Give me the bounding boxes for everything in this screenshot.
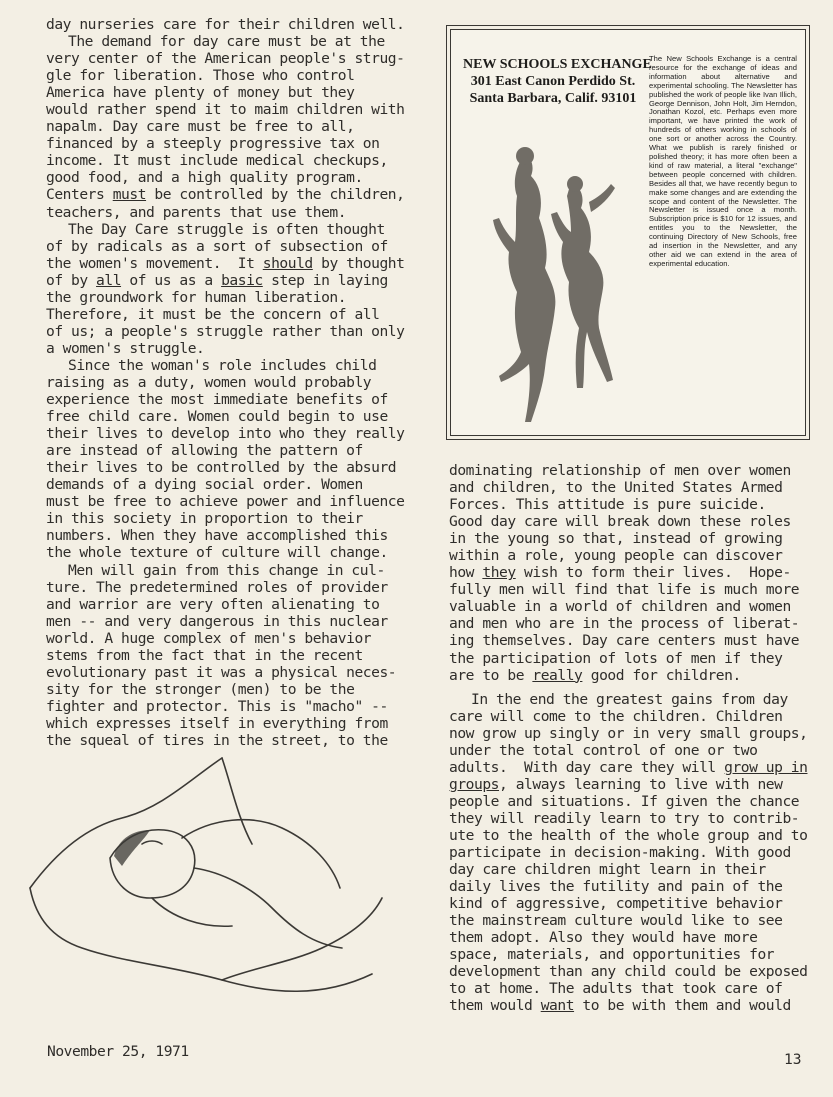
text-line: financed by a steeply progressive tax on — [46, 135, 380, 153]
text-fragment: step in laying — [262, 271, 388, 289]
text-line: numbers. When they have accomplished this — [46, 527, 388, 545]
underlined-word: grow up in — [724, 758, 808, 776]
text-line: kind of aggressive, competitive behavior — [449, 895, 783, 913]
sleeping-child-illustration — [22, 748, 412, 1018]
text-line: and warrior are very often alienating to — [46, 595, 380, 613]
text-line — [449, 667, 825, 684]
text-line — [449, 997, 825, 1014]
text-line: Men will gain from this change in cul- — [68, 561, 385, 579]
text-line: the whole texture of culture will change. — [46, 544, 388, 562]
text-line — [449, 564, 825, 581]
text-fragment: to be with them and would — [574, 997, 791, 1015]
text-line: free child care. Women could begin to use — [46, 408, 388, 426]
text-line: In the end the greatest gains from day — [471, 690, 788, 708]
text-line: they will readily learn to try to contrib- — [449, 809, 800, 827]
underlined-word: basic — [221, 271, 263, 289]
ad-title — [463, 56, 652, 107]
text-line: the mainstream culture would like to see — [449, 912, 783, 930]
text-line — [46, 186, 418, 203]
text-line: in the young so that, instead of growing — [449, 530, 783, 548]
ad-title-line: Santa Barbara, Calif. 93101 — [469, 91, 637, 106]
text-fragment: of by — [46, 271, 97, 289]
underlined-word: want — [540, 997, 575, 1015]
page-number: 13 — [784, 1051, 802, 1068]
text-fragment: , always learning to live with new — [499, 775, 783, 793]
underlined-word: must — [112, 186, 147, 204]
text-line: the participation of lots of men if they — [449, 649, 783, 667]
text-fragment: good for children. — [582, 666, 741, 684]
text-line: which expresses itself in everything from — [46, 714, 388, 732]
text-line: participate in decision-making. With good — [449, 844, 791, 862]
underlined-word: groups — [449, 775, 500, 793]
text-line: income. It must include medical checkups, — [46, 152, 388, 170]
new-schools-exchange-ad — [446, 25, 810, 440]
text-fragment: the women's movement. It — [46, 254, 263, 272]
text-line: of by radicals as a sort of subsection of — [46, 237, 388, 255]
text-line: their lives to develop into who they really — [46, 425, 405, 443]
text-line: evolutionary past it was a physical neces- — [46, 663, 397, 681]
ad-body-text: The New Schools Exchange is a central resource for the exchange of ideas and information about alternative and experimental schooling. The Newsletter has published the work of people like Ivan Illich, George Dennison, John Holt, Jim Herndon, Jonathan Kozol, etc. Perhaps even more important, we have printed the work of hundreds of others working in schools of one sort or another across the Country. What we publish is rarely finished or polished theory; it has more often been a kind of raw material, a literal "exchange" between people concerned with children. Besides all that, we have recently begun to make some changes and are extending the scope and content of the Newsletter. The Newsletter is issued once a month. Subscription price is $10 for 12 issues, and entitles you to the Newsletter, the continuing Directory of New Schools, free ad insertion in the Newsletter, and any other aid we can extend in the area of experimental education. — [649, 54, 797, 268]
text-line: Good day care will break down these roles — [449, 513, 791, 531]
text-line: the groundwork for human liberation. — [46, 288, 347, 306]
text-line: in this society in proportion to their — [46, 510, 363, 528]
text-line: care will come to the children. Children — [449, 707, 783, 725]
text-line — [46, 272, 418, 289]
text-fragment: Centers — [46, 186, 113, 204]
text-line: raising as a duty, women would probably — [46, 373, 372, 391]
text-line: world. A huge complex of men's behavior — [46, 629, 372, 647]
text-line: teachers, and parents that use them. — [46, 203, 347, 221]
text-line: very center of the American people's strug- — [46, 50, 405, 68]
text-line: within a role, young people can discover — [449, 547, 783, 565]
underlined-word: they — [482, 564, 516, 582]
text-line: gle for liberation. Those who control — [46, 67, 355, 85]
text-line: are instead of allowing the pattern of — [46, 442, 363, 460]
text-line: and men who are in the process of liberat- — [449, 615, 800, 633]
text-line: people and situations. If given the chance — [449, 792, 800, 810]
text-line: daily lives the futility and pain of the — [449, 878, 783, 896]
text-fragment: adults. With day care they will — [449, 758, 725, 776]
text-line: men -- and very dangerous in this nuclear — [46, 612, 388, 630]
text-line: must be free to achieve power and influence — [46, 493, 405, 511]
text-line: Since the woman's role includes child — [68, 356, 377, 374]
left-column — [46, 16, 418, 749]
text-fragment: wish to form their lives. Hope- — [515, 564, 791, 582]
text-line: ing themselves. Day care centers must have — [449, 632, 800, 650]
text-line: to at home. The adults that took care of — [449, 980, 783, 998]
ad-title-line: NEW SCHOOLS EXCHANGE — [463, 57, 652, 72]
underlined-word: all — [96, 271, 122, 289]
text-line: their lives to be controlled by the absurd — [46, 459, 397, 477]
text-line: space, materials, and opportunities for — [449, 946, 775, 964]
text-fragment: by thought — [312, 254, 405, 272]
text-line: fully men will find that life is much more — [449, 581, 800, 599]
text-line: under the total control of one or two — [449, 741, 758, 759]
text-fragment: how — [449, 564, 483, 582]
text-line: day nurseries care for their children well. — [46, 16, 405, 33]
text-line: and children, to the United States Armed — [449, 479, 783, 497]
text-line: fighter and protector. This is "macho" -- — [46, 697, 388, 715]
text-line: napalm. Day care must be free to all, — [46, 118, 355, 136]
text-line: now grow up singly or in very small groups, — [449, 724, 808, 742]
text-fragment: of us as a — [121, 271, 222, 289]
text-line: a women's struggle. — [46, 339, 205, 357]
publication-date: November 25, 1971 — [47, 1043, 189, 1060]
text-line: them adopt. Also they would have more — [449, 929, 758, 947]
text-line: America have plenty of money but they — [46, 84, 355, 102]
text-line: experience the most immediate benefits of — [46, 391, 388, 409]
text-line: day care children might learn in their — [449, 861, 766, 879]
text-fragment: be controlled by the children, — [146, 186, 405, 204]
text-line: valuable in a world of children and women — [449, 598, 791, 616]
right-column — [449, 462, 825, 1015]
text-line: dominating relationship of men over women — [449, 462, 791, 479]
text-line: would rather spend it to maim children with — [46, 101, 405, 119]
text-line: Forces. This attitude is pure suicide. — [449, 496, 766, 514]
underlined-word: really — [532, 666, 583, 684]
text-fragment: are to be — [449, 666, 533, 684]
text-line: ute to the health of the whole group and to — [449, 826, 808, 844]
underlined-word: should — [262, 254, 313, 272]
text-line: Therefore, it must be the concern of all — [46, 305, 380, 323]
text-line: The demand for day care must be at the — [68, 33, 385, 51]
text-line — [449, 776, 825, 793]
text-line: stems from the fact that in the recent — [46, 646, 363, 664]
text-line: good food, and a high quality program. — [46, 169, 363, 187]
text-line: of us; a people's struggle rather than only — [46, 322, 405, 340]
dancing-figures-illustration — [471, 142, 643, 432]
text-line: the squeal of tires in the street, to the — [46, 731, 388, 749]
text-line: demands of a dying social order. Women — [46, 476, 363, 494]
text-fragment: them would — [449, 997, 541, 1015]
text-line: development than any child could be exposed — [449, 963, 808, 981]
ad-title-line: 301 East Canon Perdido St. — [470, 74, 636, 89]
text-line: ture. The predetermined roles of provider — [46, 578, 388, 596]
text-line: The Day Care struggle is often thought — [68, 220, 385, 238]
text-line — [46, 255, 418, 272]
text-line: sity for the stronger (men) to be the — [46, 680, 355, 698]
text-line — [449, 759, 825, 776]
